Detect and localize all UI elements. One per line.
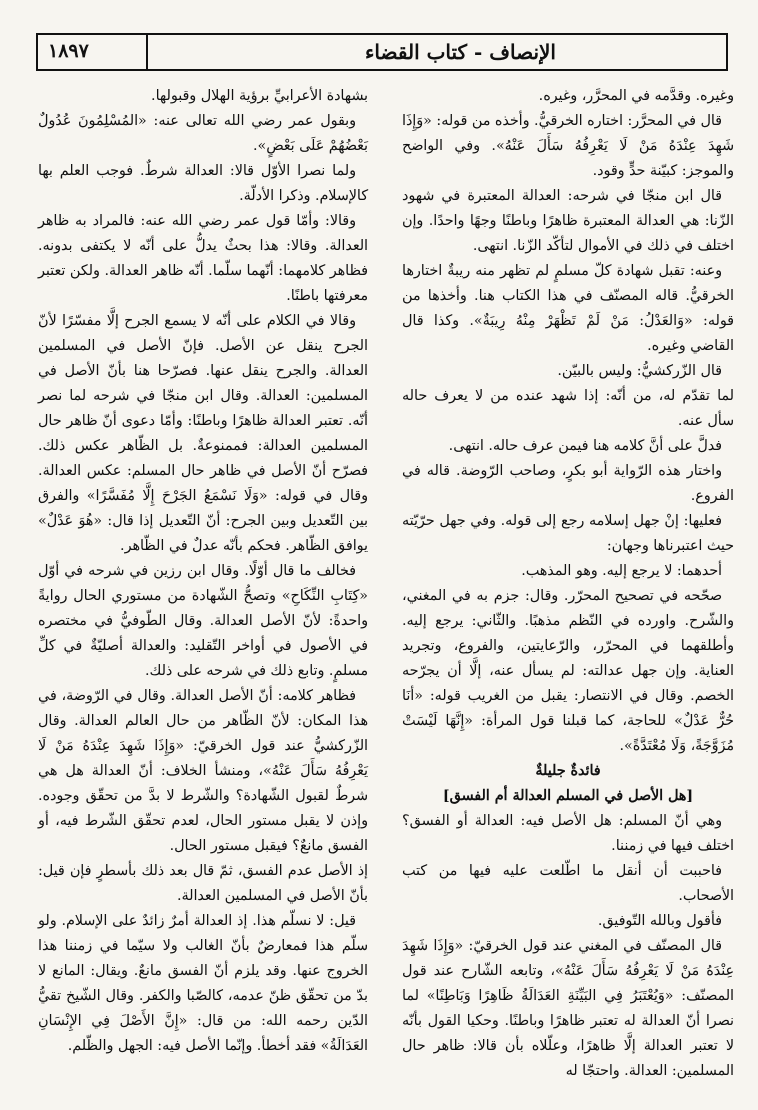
paragraph: قال الزّركشيُّ: وليس بالبيّن. — [557, 363, 722, 379]
section-subheading: [هل الأصل في المسلم العدالة أم الفسق] — [442, 788, 694, 804]
page-title: الإنصاف - كتاب القضاء — [365, 40, 556, 64]
paragraph: إذ الأصل عدم الفسق، ثمّ قال بعد ذلك بأسطرٍ فإن قيل: بأنّ الأصل في المسلمين العدالة. — [38, 863, 368, 904]
paragraph: صحّحه في تصحيح المحرّر. وقال: جزم به في المغني، والشّرح. واورده في النّظم مذهبًا. والثّاني: يرجع إليه. وأطلقهما في المحرّر، والرّعايتين، والفروع، وتجريد العناية. وإن جهل عدالته: لم يسأل عنه، إلَّا أن يجرّحه الخصم. وقال في الانتصار: يقبل من الغريب قوله: «أنَا حُرٌّ عَدْلٌ» للحاجة، كما قبلنا قول المرأة: «إِنَّهَا لَيْسَتْ مُزَوَّجَةً، وَلَا مُعْتَدَّةً». — [402, 588, 734, 754]
paragraph: فأقول وبالله التّوفيق. — [597, 913, 722, 929]
paragraph: وهي أنّ المسلم: هل الأصل فيه: العدالة أو الفسق؟ اختلف فيها في زمننا. — [402, 813, 734, 854]
paragraph: قيل: لا نسلّم هذا. إذ العدالة أمرٌ زائدٌ على الإسلام. ولو سلّم هذا فمعارضٌ بأنّ الغالب ولا سيّما في زمننا هذا الخروج عنها. وقد يلزم أنّ الفسق مانعٌ. ويقال: المانع لا بدّ من تحقّق ظنّ عدمه، كالصّبا والكفر. وقال الشّيخ تقيُّ الدّين رحمه الله: من قال: «إِنَّ الأَصْلَ فِي الإِنْسَانِ العَدَالَةُ» فقد أخطأ. وإنّما الأصل فيه: الجهل والظّلم. — [38, 913, 368, 1054]
paragraph: وعنه: تقبل شهادة كلّ مسلمٍ لم تظهر منه ريبةٌ اختارها الخرقيُّ. قاله المصنّف في هذا الكتاب هنا. وأخذها من قوله: «وَالعَدْلُ: مَنْ لَمْ تَظْهَرْ مِنْهُ رِيبَةٌ». وكذا قال القاضي وغيره. — [402, 263, 734, 354]
section-heading: فائدةٌ جليلةٌ — [535, 763, 601, 779]
paragraph: ولما نصرا الأوّل قالا: العدالة شرطٌ. فوجب العلم بها كالإسلام. وذكرا الأدلّة. — [38, 163, 368, 204]
paragraph: فاحببت أن أنقل ما اطّلعت عليه فيها من كتب الأصحاب. — [402, 863, 734, 904]
right-column — [402, 84, 734, 1084]
paragraph: فظاهر كلامه: أنّ الأصل العدالة. وقال في الرّوضة، في هذا المكان: لأنّ الظّاهر من حال العالم العدالة. وقال الزّركشيُّ عند قول الخرقيّ: «وَإِذَا شَهِدَ عِنْدَهُ مَنْ لَا يَعْرِفُهُ سَأَلَ عَنْهُ»، ومنشأ الخلاف: أنّ العدالة هل هي شرطٌ لقبول الشّهادة؟ والشّرط لا بدَّ من تحقّق وجوده. وإذن لا يقبل مستور الحال، لعدم تحقّق الشّرط فيه، أو الفسق مانعٌ؟ فيقبل مستور الحال. — [38, 688, 368, 854]
paragraph: وبقول عمر رضي الله تعالى عنه: «المُسْلِمُونَ عُدُولٌ بَعْضُهُمْ عَلَى بَعْضٍ». — [38, 113, 368, 154]
left-column — [38, 84, 368, 1059]
paragraph: قال المصنّف في المغني عند قول الخرقيّ: «وَإِذَا شَهِدَ عِنْدَهُ مَنْ لَا يَعْرِفُهُ سَأَلَ عَنْهُ»، وتابعه الشّارح عند قول المصنّف: «وَيُعْتَبَرُ فِي البَيِّنَةِ العَدَالَةُ ظَاهِرًا وَبَاطِنًا» لما نصرا أنّ العدالة له تعتبر ظاهرًا وباطنًا. وحكيا القول بأنّه لا تعتبر العدالة إلَّا ظاهرًا، وعلّلاه بأن قالا: ظاهر حال المسلمين: العدالة. واحتجّا له — [402, 938, 734, 1079]
paragraph: قال في المحرَّر: اختاره الخرقيُّ. وأخذه من قوله: «وَإِذَا شَهِدَ عِنْدَهُ مَنْ لَا يَعْرِفُهُ سَأَلَ عَنْهُ». وفي الواضح والموجز: كبيّنة حدٍّ وقود. — [402, 113, 734, 179]
page-header — [36, 33, 728, 71]
paragraph: فدلَّ على أنَّ كلامه هنا فيمن عرف حاله. انتهى. — [448, 438, 722, 454]
page-number: ١٨٩٧ — [48, 40, 89, 62]
paragraph: فعليها: إنْ جهل إسلامه رجع إلى قوله. وفي جهل حرّيّته حيث اعتبرناها وجهان: — [402, 513, 734, 554]
paragraph: أحدهما: لا يرجع إليه. وهو المذهب. — [521, 563, 722, 579]
paragraph: وقالا في الكلام على أنّه لا يسمع الجرح إلَّا مفسّرًا لأنّ الجرح ينقل عن الأصل. فإنّ الأصل في المسلمين العدالة. والجرح ينقل عنها. فصرّحا هنا بأنّ الأصل في المسلمين: العدالة. وقال ابن منجّا في شرحه لما نصر أنّه. تعتبر العدالة ظاهرًا وباطنًا: وأمّا دعوى أنّ ظاهر حال المسلمين العدالة: فممنوعةٌ. بل الظّاهر عكس ذلك. فصرّح أنّ الأصل في ظاهر حال المسلم: عكس العدالة. وقال في قوله: «وَلَا نَسْمَعُ الجَرْحَ إِلَّا مُفَسَّرًا» والفرق بين التّعديل وبين الجرح: أنّ التّعديل إذا قال: «هُوَ عَدْلٌ» يوافق الظّاهر. فحكم بأنّه عدلٌ في الظّاهر. — [38, 313, 368, 554]
paragraph: واختار هذه الرّواية أبو بكرٍ، وصاحب الرّوضة. قاله في الفروع. — [402, 463, 734, 504]
paragraph: وقالا: وأمّا قول عمر رضي الله عنه: فالمراد به ظاهر العدالة. وقالا: هذا بحثٌ يدلُّ على أنّه لا يكتفى بدونه. فظاهر كلامهما: أنّهما سلّما. أنّه ظاهر العدالة. ولكن تعتبر معرفتها باطنًا. — [38, 213, 368, 304]
paragraph: بشهادة الأعرابيِّ برؤية الهلال وقبولها. — [151, 88, 368, 104]
paragraph: وغيره. وقدَّمه في المحرَّر، وغيره. — [538, 88, 734, 104]
header-divider — [146, 35, 148, 69]
paragraph: فخالف ما قال أوّلًا. وقال ابن رزين في شرحه في أوّل «كِتَابِ النِّكَاحِ» وتصحُّ الشّهادة من مستوري الحال روايةً واحدةً: لأنّ الأصل العدالة. وقال الطّوفيُّ في مختصره في الأصول في أواخر التّقليد: والعدالة أصليّةٌ في كلِّ مسلمٍ. وتابع ذلك في شرحه على ذلك. — [38, 563, 368, 679]
paragraph: قال ابن منجّا في شرحه: العدالة المعتبرة في شهود الزّنا: هي العدالة المعتبرة ظاهرًا وباطنًا وجهًا واحدًا. وإن اختلف في ذلك في الأموال لتأكّد الزّنا. انتهى. — [402, 188, 734, 254]
paragraph: لما تقدّم له، من أنّه: إذا شهد عنده من لا يعرف حاله سأل عنه. — [402, 388, 734, 429]
